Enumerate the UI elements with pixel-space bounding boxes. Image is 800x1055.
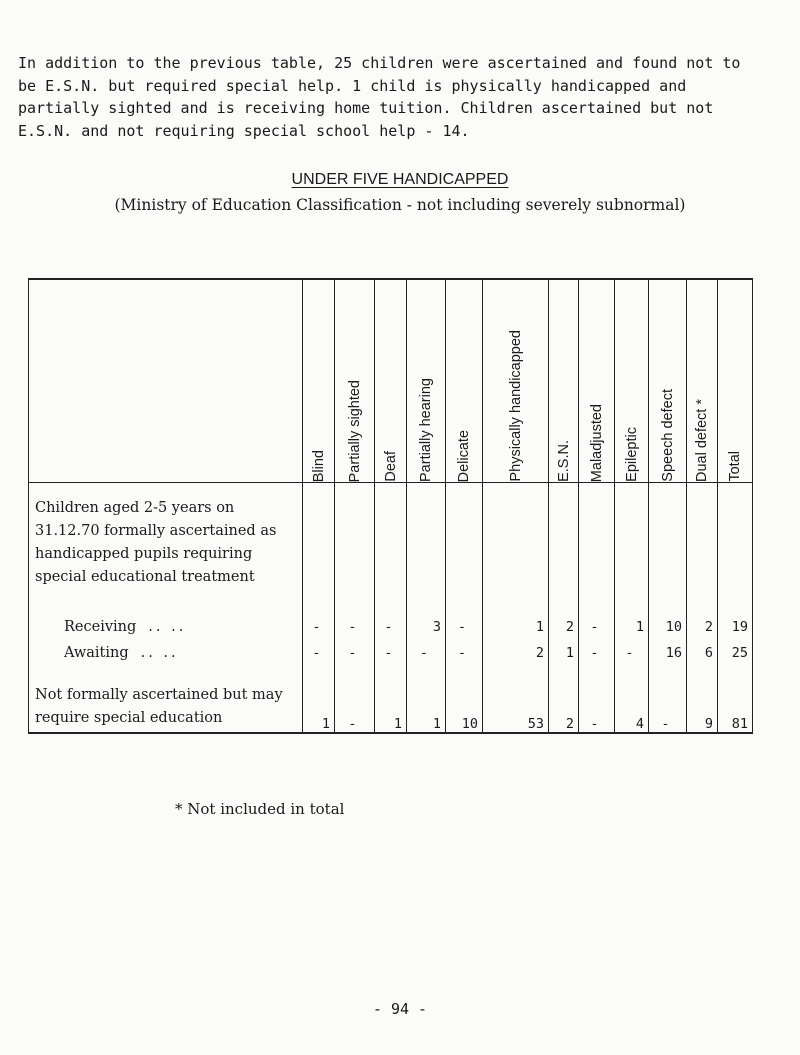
col-header: Delicate — [446, 279, 483, 483]
table-cell: 1 — [375, 661, 407, 733]
table-cell: 2 — [687, 589, 718, 635]
table-cell: 19 — [718, 589, 753, 635]
table-cell: - — [335, 661, 375, 733]
table-cell: 1 — [615, 589, 649, 635]
row-label-dots: .. .. — [148, 619, 187, 635]
table-cell: - — [335, 589, 375, 635]
table-cell: - — [303, 589, 335, 635]
section-subheading: (Ministry of Education Classification - not including severely subnormal) — [114, 196, 686, 214]
table-cell: 1 — [549, 635, 579, 661]
group1-description: Children aged 2-5 years on 31.12.70 formally ascertained as handicapped pupils requiring special educational treatment — [29, 483, 303, 590]
table-cell: 3 — [407, 589, 446, 635]
table-cell: 25 — [718, 635, 753, 661]
table-cell: - — [375, 635, 407, 661]
table-cell: - — [303, 635, 335, 661]
table-cell: 10 — [446, 661, 483, 733]
col-header: Physically handicapped — [483, 279, 549, 483]
col-header: Partially sighted — [335, 279, 375, 483]
header-corner — [29, 279, 303, 483]
table-cell: - — [579, 635, 615, 661]
table-cell: 2 — [483, 635, 549, 661]
section-heading-text: UNDER FIVE HANDICAPPED — [291, 171, 509, 188]
page-number: - 94 - — [372, 1000, 428, 1018]
table-cell: - — [579, 589, 615, 635]
table-cell: 2 — [549, 589, 579, 635]
table-cell: - — [615, 635, 649, 661]
col-header: E.S.N. — [549, 279, 579, 483]
table-cell: 1 — [407, 661, 446, 733]
table-cell: - — [649, 661, 687, 733]
row-label: Awaiting .. .. — [29, 635, 303, 661]
col-header: Partially hearing — [407, 279, 446, 483]
table-cell: 2 — [549, 661, 579, 733]
table-cell: 1 — [483, 589, 549, 635]
handicap-table — [28, 278, 753, 734]
table-cell: 16 — [649, 635, 687, 661]
table-cell: 1 — [303, 661, 335, 733]
table-row — [29, 635, 753, 661]
table-row — [29, 589, 753, 635]
intro-paragraph: In addition to the previous table, 25 children were ascertained and found not to be E.S.N. but required special help. 1 child is physically handicapped and partially sighted and is receiving home tuition. Children ascertained but not E.S.N. and not requiring special school help - 14. — [18, 54, 741, 140]
table-cell: 81 — [718, 661, 753, 733]
row-label: Receiving .. .. — [29, 589, 303, 635]
header-row — [29, 279, 753, 483]
table-cell: 9 — [687, 661, 718, 733]
section-heading — [0, 171, 800, 189]
table-cell: - — [579, 661, 615, 733]
table-cell: 4 — [615, 661, 649, 733]
col-header: Deaf — [375, 279, 407, 483]
group1-description-row — [29, 483, 753, 590]
col-header: Dual defect * — [687, 279, 718, 483]
footnote: * Not included in total — [175, 800, 345, 818]
table-cell: 10 — [649, 589, 687, 635]
table-cell: - — [446, 589, 483, 635]
table-cell: - — [375, 589, 407, 635]
table-cell: - — [335, 635, 375, 661]
col-header: Speech defect — [649, 279, 687, 483]
table-cell: - — [407, 635, 446, 661]
table-row — [29, 661, 753, 733]
table-cell: 53 — [483, 661, 549, 733]
col-header: Blind — [303, 279, 335, 483]
group2-description: Not formally ascertained but may require special education — [29, 661, 303, 733]
col-header: Maladjusted — [579, 279, 615, 483]
table-cell: - — [446, 635, 483, 661]
table-cell: 6 — [687, 635, 718, 661]
row-label-dots: .. .. — [140, 645, 179, 661]
col-header: Epileptic — [615, 279, 649, 483]
col-header: Total — [718, 279, 753, 483]
